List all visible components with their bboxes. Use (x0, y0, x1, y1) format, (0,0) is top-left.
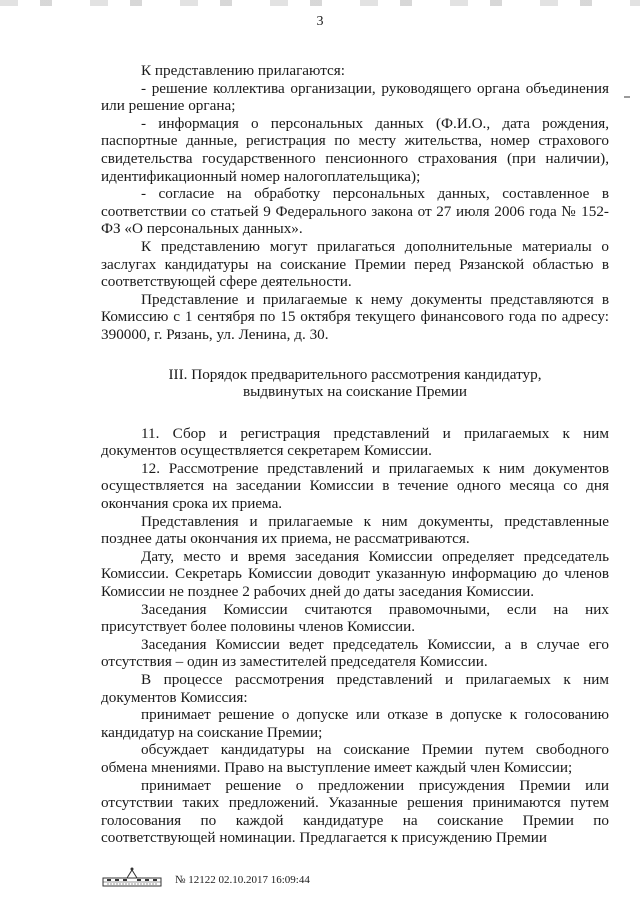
scan-artifact-top (0, 0, 640, 6)
paragraph-additional-materials: К представлению могут прилагаться дополнительные материалы о заслугах кандидатуры на соискание Премии перед Рязанской областью в соответствующей сфере деятельности. (101, 237, 609, 291)
section-title-line-2: выдвинутых на соискание Премии (242, 383, 468, 401)
paragraph-quorum: Заседания Комиссии считаются правомочными, если на них присутствует более половины членов Комиссии. (101, 600, 609, 636)
action-award-proposal: принимает решение о предложении присуждения Премии или отсутствии таких предложений. Указанные решения принимаются путем голосования по каждой кандидатуре на соискание Премии по соответствующей номинации. Предлагается к присуждению Премии (101, 776, 609, 847)
paragraph-chair: Заседания Комиссии ведет председатель Комиссии, а в случае его отсутствия – один из заместителей председателя Комиссии. (101, 635, 609, 671)
attachment-item-decision: - решение коллектива организации, руководящего органа объединения или решение органа; (101, 79, 609, 115)
paragraph-late-submissions: Представления и прилагаемые к ним документы, представленные позднее даты окончания их приема, не рассматриваются. (101, 512, 609, 548)
document-footer (101, 866, 310, 888)
attachments-intro: К представлению прилагаются: (141, 62, 345, 79)
scan-artifact-mark (624, 96, 630, 98)
document-body (101, 62, 609, 847)
section-title-line-1: III. Порядок предварительного рассмотрения кандидатур, (168, 365, 542, 383)
page-number: 3 (316, 14, 324, 29)
paragraph-11: 11. Сбор и регистрация представлений и прилагаемых к ним документов осуществляется секретарем Комиссии. (101, 424, 609, 460)
action-discussion: обсуждает кандидатуры на соискание Премии путем свободного обмена мнениями. Право на выступление имеет каждый член Комиссии; (101, 741, 609, 776)
paragraph-commission-actions: В процессе рассмотрения представлений и прилагаемых к ним документов Комиссия: (101, 671, 609, 706)
registration-number: № 12122 02.10.2017 16:09:44 (175, 874, 310, 886)
action-admission: принимает решение о допуске или отказе в допуске к голосованию кандидатур на соискание Премии; (101, 706, 609, 741)
paragraph-submission-address: Представление и прилагаемые к нему документы представляются в Комиссию с 1 сентября по 15 октября текущего финансового года по адресу: 390000, г. Рязань, ул. Ленина, д. 30. (101, 290, 609, 343)
attachment-item-personal-data: - информация о персональных данных (Ф.И.О., дата рождения, паспортные данные, регистрация по месту жительства, номер страхового свидетельства государственного пенсионного страхования (при наличии), идентификационный номер налогоплательщика); (101, 114, 609, 185)
paragraph-meeting-schedule: Дату, место и время заседания Комиссии определяет председатель Комиссии. Секретарь Комиссии доводит указанную информацию до членов Комиссии не позднее 2 рабочих дней до даты заседания Комиссии. (101, 547, 609, 601)
attachment-item-consent: - согласие на обработку персональных данных, составленное в соответствии со статьей 9 Федерального закона от 27 июля 2006 года № 152-ФЗ «О персональных данных». (101, 185, 609, 238)
paragraph-12: 12. Рассмотрение представлений и прилагаемых к ним документов осуществляется на заседании Комиссии в течение одного месяца со дня окончания срока их приема. (101, 459, 609, 513)
section-title (101, 366, 609, 401)
registry-stamp-icon (101, 866, 163, 888)
